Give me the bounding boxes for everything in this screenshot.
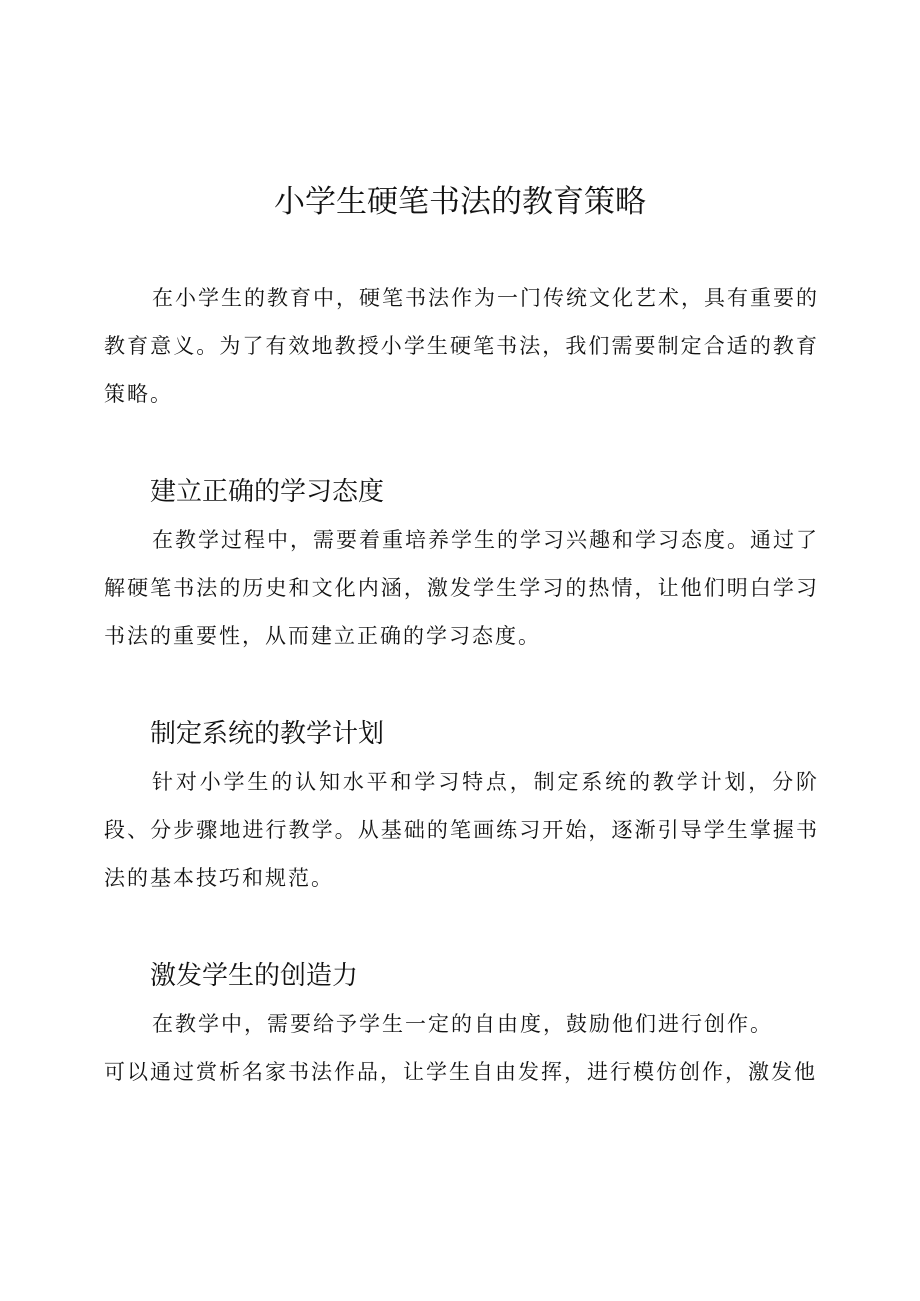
section-body-plan: 针对小学生的认知水平和学习特点，制定系统的教学计划，分阶段、分步骤地进行教学。从基础的笔画练习开始，逐渐引导学生掌握书法的基本技巧和规范。 [104, 770, 819, 890]
section-body-attitude: 在教学过程中，需要着重培养学生的学习兴趣和学习态度。通过了解硬笔书法的历史和文化内涵，激发学生学习的热情，让他们明白学习书法的重要性，从而建立正确的学习态度。 [104, 528, 819, 648]
section-heading-attitude: 建立正确的学习态度 [150, 477, 385, 507]
section-body-creativity-continued: 可以通过赏析名家书法作品，让学生自由发挥，进行模仿创作，激发他 [104, 1060, 817, 1084]
section-body-creativity: 在教学中，需要给予学生一定的自由度，鼓励他们进行创作。 [152, 1012, 773, 1036]
intro-paragraph: 在小学生的教育中，硬笔书法作为一门传统文化艺术，具有重要的教育意义。为了有效地教授小学生硬笔书法，我们需要制定合适的教育策略。 [104, 286, 819, 406]
section-heading-creativity: 激发学生的创造力 [150, 961, 359, 991]
page-title: 小学生硬笔书法的教育策略 [274, 184, 646, 220]
section-heading-plan: 制定系统的教学计划 [150, 719, 385, 749]
